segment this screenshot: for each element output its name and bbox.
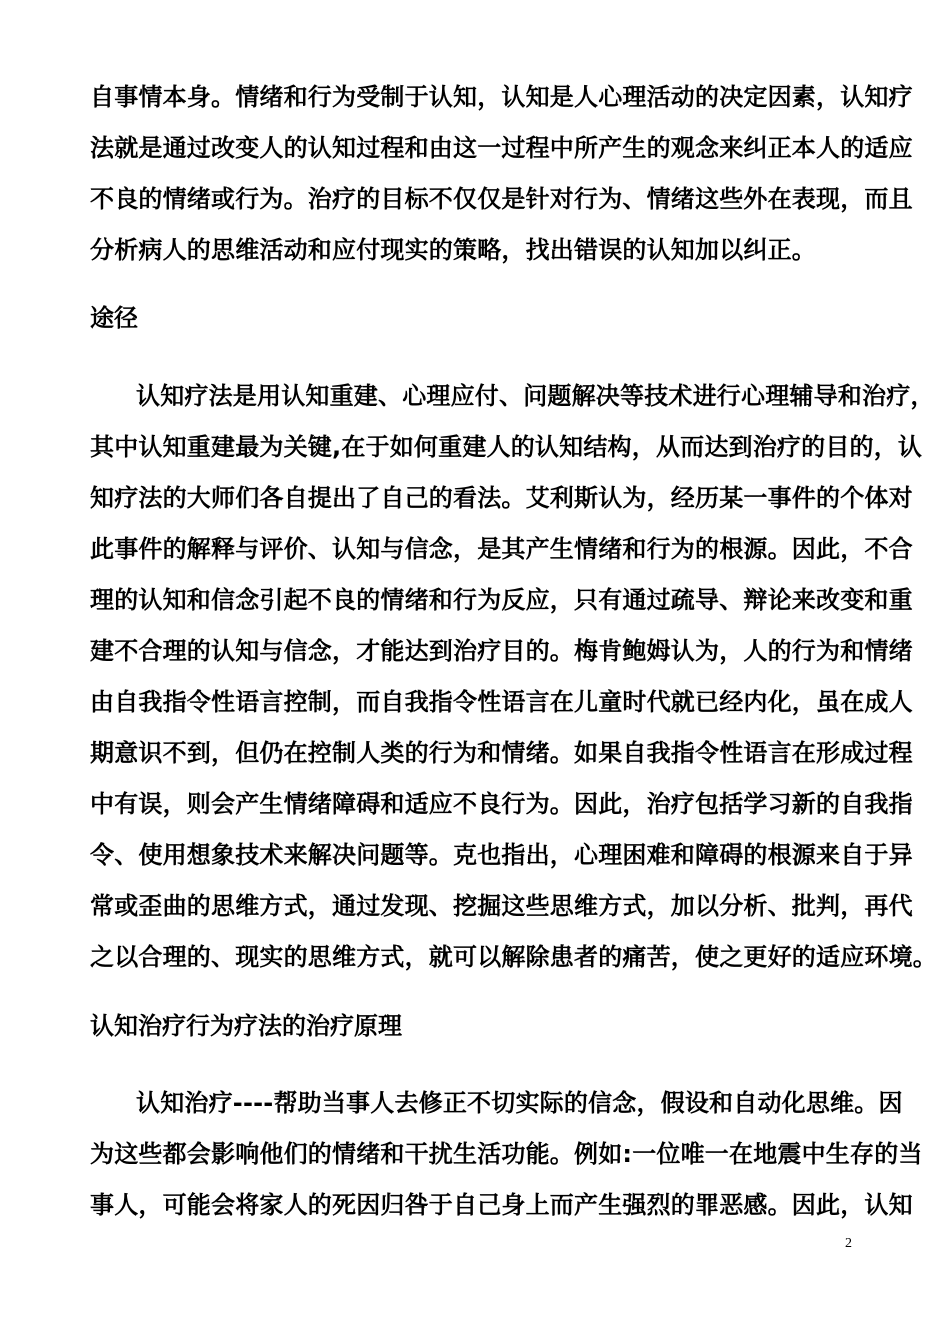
text-line: 常或歪曲的思维方式，通过发现、挖掘这些思维方式，加以分析、批判，再代 <box>90 892 913 920</box>
paragraph-principle <box>90 1078 923 1231</box>
text-line: 认知治疗----帮助当事人去修正不切实际的信念，假设和自动化思维。因 <box>136 1089 903 1117</box>
text-line: 理的认知和信念引起不良的情绪和行为反应，只有通过疏导、辩论来改变和重 <box>90 586 913 614</box>
text-line: 令、使用想象技术来解决问题等。克也指出，心理困难和障碍的根源来自于异 <box>90 841 913 869</box>
text-line: 认知疗法是用认知重建、心理应付、问题解决等技术进行心理辅导和治疗， <box>136 382 935 410</box>
text-line: 之以合理的、现实的思维方式，就可以解除患者的痛苦，使之更好的适应环境。 <box>90 943 937 971</box>
section-heading-path: 途径 <box>90 304 138 332</box>
text-line: 事人，可能会将家人的死因归咎于自己身上而产生强烈的罪恶感。因此，认知 <box>90 1191 913 1219</box>
text-line: 为这些都会影响他们的情绪和干扰生活功能。例如:一位唯一在地震中生存的当 <box>90 1140 923 1168</box>
page-number: 2 <box>845 1236 852 1251</box>
text-line: 中有误，则会产生情绪障碍和适应不良行为。因此，治疗包括学习新的自我指 <box>90 790 913 818</box>
paragraph-path <box>90 371 937 983</box>
text-line: 自事情本身。情绪和行为受制于认知，认知是人心理活动的决定因素，认知疗 <box>90 83 913 111</box>
text-line: 建不合理的认知与信念，才能达到治疗目的。梅肯鲍姆认为，人的行为和情绪 <box>90 637 913 665</box>
text-line: 法就是通过改变人的认知过程和由这一过程中所产生的观念来纠正本人的适应 <box>90 134 913 162</box>
text-line: 由自我指令性语言控制，而自我指令性语言在儿童时代就已经内化，虽在成人 <box>90 688 913 716</box>
text-line: 其中认知重建最为关键,在于如何重建人的认知结构，从而达到治疗的目的，认 <box>90 433 923 461</box>
text-line: 此事件的解释与评价、认知与信念，是其产生情绪和行为的根源。因此，不合 <box>90 535 913 563</box>
document-page <box>90 72 937 1231</box>
text-line: 知疗法的大师们各自提出了自己的看法。艾利斯认为，经历某一事件的个体对 <box>90 484 913 512</box>
section-heading-principle: 认知治疗行为疗法的治疗原理 <box>90 1012 402 1040</box>
paragraph-intro <box>90 72 913 276</box>
text-line: 期意识不到，但仍在控制人类的行为和情绪。如果自我指令性语言在形成过程 <box>90 739 913 767</box>
text-line: 分析病人的思维活动和应付现实的策略，找出错误的认知加以纠正。 <box>90 236 816 264</box>
text-line: 不良的情绪或行为。治疗的目标不仅仅是针对行为、情绪这些外在表现，而且 <box>90 185 913 213</box>
